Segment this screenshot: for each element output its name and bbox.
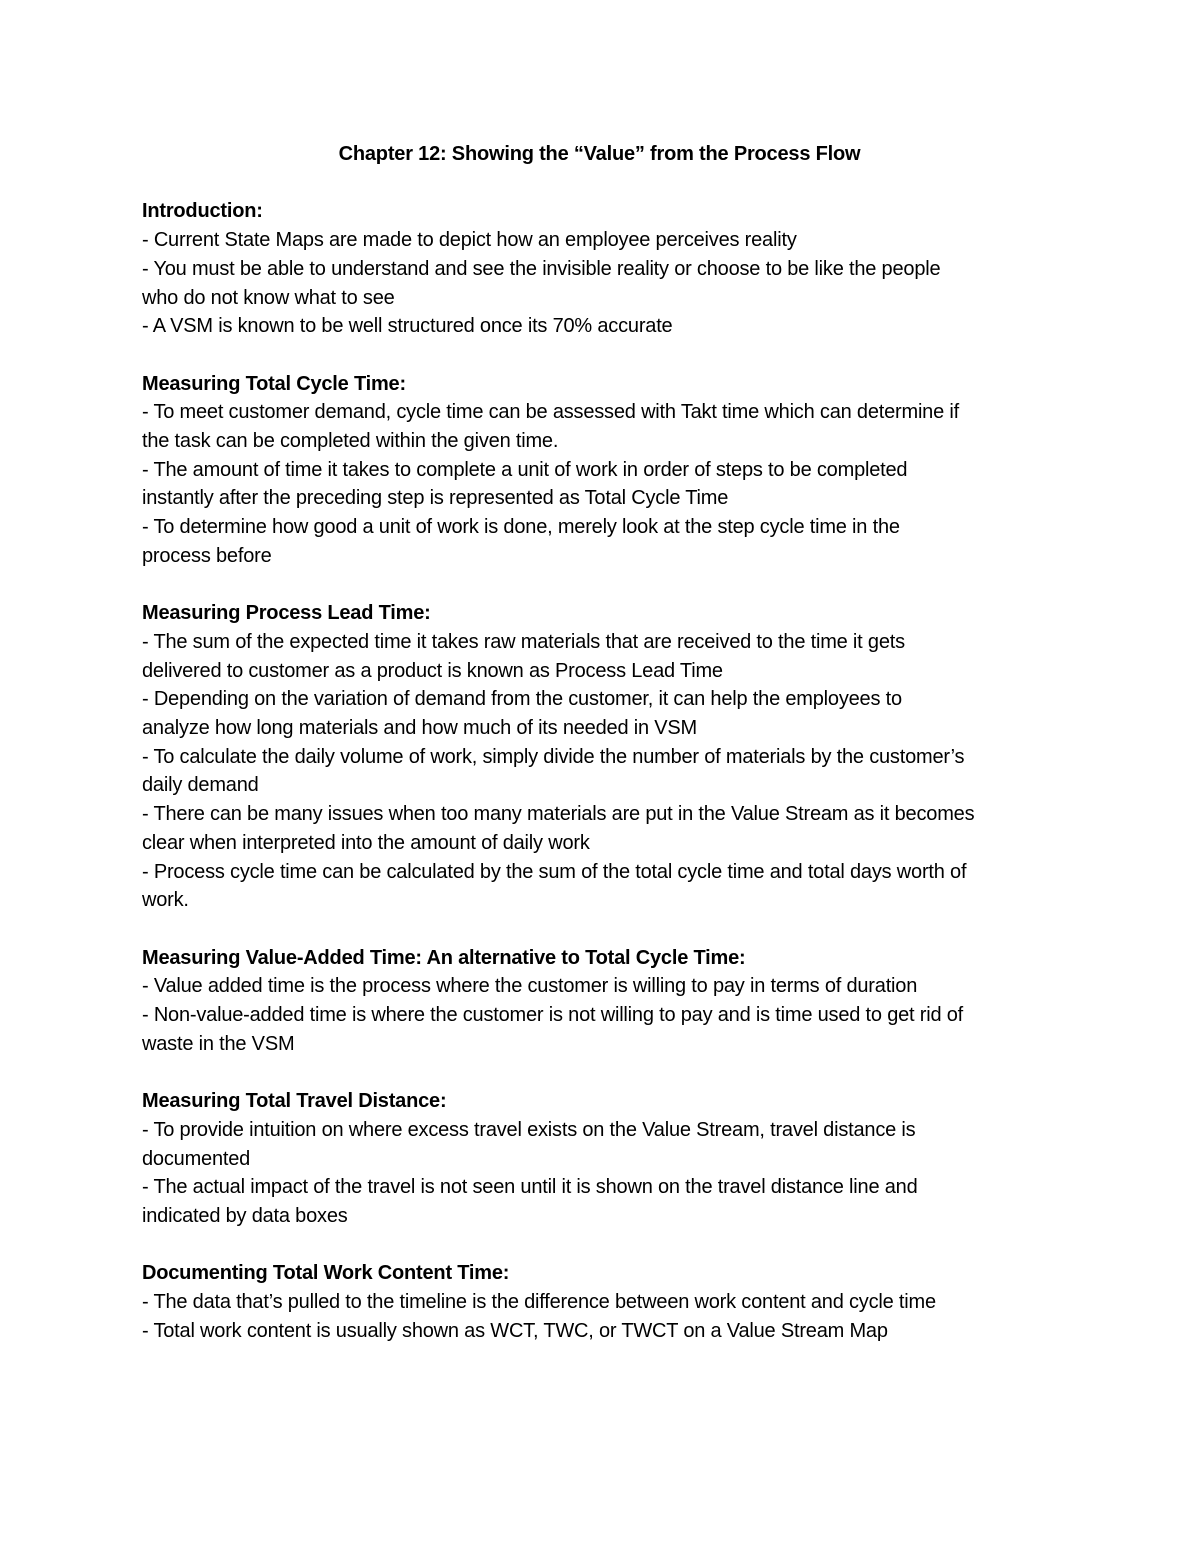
bullet-item bbox=[142, 1288, 1067, 1317]
section bbox=[142, 1087, 1067, 1231]
section bbox=[142, 370, 1067, 571]
bullet-line: indicated by data boxes bbox=[142, 1204, 348, 1227]
bullet-line: - Total work content is usually shown as WCT, TWC, or TWCT on a Value Stream Map bbox=[142, 1319, 888, 1342]
bullet-line: - The sum of the expected time it takes raw materials that are received to the time it gets bbox=[142, 630, 905, 653]
bullet-line: - The actual impact of the travel is not seen until it is shown on the travel distance line and bbox=[142, 1176, 918, 1199]
bullet-item bbox=[142, 743, 1067, 800]
bullet-item bbox=[142, 800, 1067, 857]
section-heading: Measuring Total Cycle Time: bbox=[142, 372, 406, 395]
bullet-line: delivered to customer as a product is known as Process Lead Time bbox=[142, 659, 723, 682]
section-heading: Measuring Value-Added Time: An alternative to Total Cycle Time: bbox=[142, 946, 746, 969]
bullet-line: - There can be many issues when too many materials are put in the Value Stream as it becomes bbox=[142, 803, 975, 826]
bullet-line: - To calculate the daily volume of work, simply divide the number of materials by the customer’s bbox=[142, 745, 965, 768]
bullet-line: - The amount of time it takes to complete a unit of work in order of steps to be completed bbox=[142, 458, 908, 481]
bullet-line: documented bbox=[142, 1147, 251, 1170]
bullet-line: the task can be completed within the given time. bbox=[142, 430, 559, 452]
section bbox=[142, 599, 1067, 915]
section-heading: Measuring Total Travel Distance: bbox=[142, 1090, 447, 1113]
bullet-line: process before bbox=[142, 544, 272, 567]
bullet-item bbox=[142, 398, 1067, 455]
document-body bbox=[142, 140, 1067, 1374]
section-heading: Measuring Process Lead Time: bbox=[142, 602, 431, 625]
bullet-line: - Depending on the variation of demand from the customer, it can help the employees to bbox=[142, 688, 902, 711]
bullet-line: waste in the VSM bbox=[142, 1032, 295, 1055]
bullet-line: who do not know what to see bbox=[142, 286, 395, 309]
bullet-item bbox=[142, 226, 1067, 255]
bullet-item bbox=[142, 1001, 1067, 1058]
bullet-item bbox=[142, 972, 1067, 1001]
bullet-item bbox=[142, 1173, 1067, 1230]
bullet-line: - A VSM is known to be well structured once its 70% accurate bbox=[142, 315, 673, 338]
bullet-line: - The data that’s pulled to the timeline is the difference between work content and cycle time bbox=[142, 1291, 936, 1314]
section bbox=[142, 1259, 1067, 1345]
bullet-line: - Current State Maps are made to depict how an employee perceives reality bbox=[142, 229, 797, 252]
bullet-line: - Process cycle time can be calculated by the sum of the total cycle time and total days worth of bbox=[142, 860, 967, 883]
bullet-line: instantly after the preceding step is represented as Total Cycle Time bbox=[142, 487, 729, 510]
sections-container bbox=[142, 197, 1067, 1345]
bullet-line: - Non-value-added time is where the customer is not willing to pay and is time used to get rid of bbox=[142, 1004, 964, 1027]
section-heading: Documenting Total Work Content Time: bbox=[142, 1262, 510, 1285]
bullet-item bbox=[142, 1116, 1067, 1173]
bullet-line: clear when interpreted into the amount of daily work bbox=[142, 831, 590, 854]
document-title: Chapter 12: Showing the “Value” from the Process Flow bbox=[338, 143, 861, 165]
bullet-item bbox=[142, 685, 1067, 742]
bullet-line: - To determine how good a unit of work is done, merely look at the step cycle time in the bbox=[142, 516, 900, 539]
bullet-item bbox=[142, 312, 1067, 341]
section bbox=[142, 944, 1067, 1059]
bullet-item bbox=[142, 628, 1067, 685]
section bbox=[142, 197, 1067, 341]
section-heading: Introduction: bbox=[142, 200, 263, 223]
bullet-item bbox=[142, 1317, 1067, 1346]
bullet-item bbox=[142, 858, 1067, 915]
bullet-line: - To provide intuition on where excess travel exists on the Value Stream, travel distance is bbox=[142, 1118, 916, 1141]
bullet-line: daily demand bbox=[142, 774, 259, 797]
bullet-line: - Value added time is the process where the customer is willing to pay in terms of duration bbox=[142, 975, 918, 998]
bullet-line: - To meet customer demand, cycle time can be assessed with Takt time which can determine if bbox=[142, 401, 959, 424]
bullet-line: work. bbox=[142, 889, 189, 912]
bullet-item bbox=[142, 456, 1067, 513]
bullet-item bbox=[142, 513, 1067, 570]
bullet-item bbox=[142, 255, 1067, 312]
bullet-line: - You must be able to understand and see the invisible reality or choose to be like the people bbox=[142, 257, 941, 280]
bullet-line: analyze how long materials and how much of its needed in VSM bbox=[142, 717, 697, 740]
